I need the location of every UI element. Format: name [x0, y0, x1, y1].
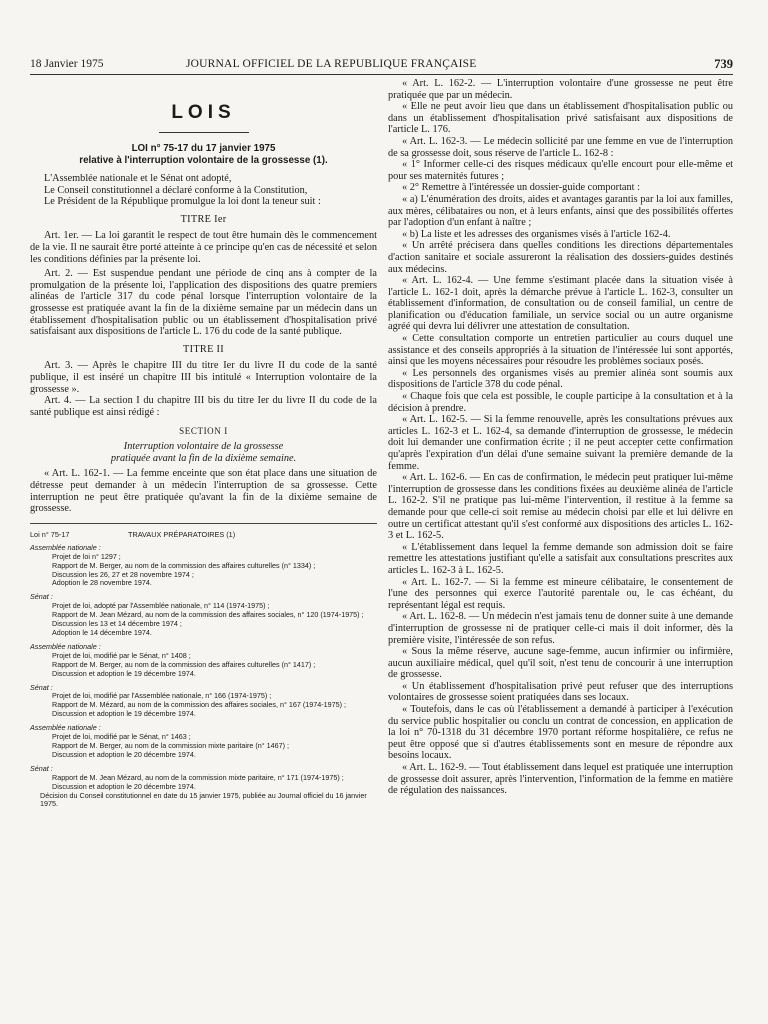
- article-paragraph: « Sous la même réserve, aucune sage-femme, aucun infirmier ou infirmière, aucun auxiliaire médical, quel qu'il soit, n'est tenu de concourir à une interruption de grossesse.: [388, 646, 733, 681]
- article-paragraph: « Cette consultation comporte un entretien particulier au cours duquel une assistance et des conseils appropriés à la situation de l'intéressée lui sont apportés, ainsi que les moyens nécessaires pour résoudre les problèmes sociaux posés.: [388, 333, 733, 368]
- travaux-item: Projet de loi, adopté par l'Assemblée nationale, n° 114 (1974-1975) ;: [52, 601, 270, 611]
- travaux-item: Rapport de M. Berger, au nom de la commission des affaires culturelles (n° 1334) ;: [52, 560, 316, 570]
- journal-title: JOURNAL OFFICIEL DE LA REPUBLIQUE FRANÇAISE: [186, 58, 477, 70]
- travaux-header: [30, 530, 377, 542]
- article-paragraph: « b) La liste et les adresses des organismes visés à l'article 162-4.: [402, 228, 671, 240]
- article-paragraph: « Art. L. 162-5. — Si la femme renouvelle, après les consultations prévues aux articles L. 162-3 et L. 162-4, sa demande d'interruption de grossesse, le médecin doit lui demander une confirmation écrite ; il ne peut accepter cette confirmation qu'après l'expiration d'un délai d'une semaine suivant la première demande de la femme.: [388, 414, 733, 472]
- travaux-item: Adoption le 28 novembre 1974.: [52, 578, 152, 588]
- chamber-label: Sénat :: [30, 763, 53, 773]
- article-paragraph: « Art. L. 162-1. — La femme enceinte que son état place dans une situation de détresse peut demander à un médecin l'interruption de sa grossesse. Cette interruption ne peut être pratiquée qu'avant la fin de la dixième semaine de grossesse.: [30, 468, 377, 515]
- article-paragraph: « 2° Remettre à l'intéressée un dossier-guide comportant :: [402, 182, 640, 194]
- travaux-item: Rapport de M. Berger, au nom de la commission des affaires culturelles (n° 1417) ;: [52, 659, 316, 669]
- chamber-label: Sénat :: [30, 592, 53, 602]
- law-subtitle: relative à l'interruption volontaire de la grossesse (1).: [79, 154, 328, 166]
- travaux-list: [30, 544, 377, 809]
- section-title-line: pratiquée avant la fin de la dixième semaine.: [110, 452, 297, 464]
- travaux-item: Rapport de M. Jean Mézard, au nom de la commission mixte paritaire, n° 171 (1974-1975) ;: [52, 772, 344, 782]
- article-paragraph: « Art. L. 162-3. — Le médecin sollicité par une femme en vue de l'interruption de sa grossesse doit, sous réserve de l'article L. 162-8 :: [388, 135, 733, 159]
- travaux-item: Discussion les 13 et 14 décembre 1974 ;: [52, 619, 182, 629]
- article-paragraph: « 1° Informer celle-ci des risques médicaux qu'elle encourt pour elle-même et pour ses maternités futures ;: [388, 159, 733, 182]
- chamber-label: Assemblée nationale :: [30, 542, 101, 552]
- chamber-label: Assemblée nationale :: [30, 641, 101, 651]
- header-rule: [30, 74, 733, 75]
- page-number: 739: [714, 57, 733, 71]
- article-paragraph: « Toutefois, dans le cas où l'établissement a demandé à participer à l'exécution du service public hospitalier ou conclu un contrat de concession, en application de la loi n° 70-1318 du 31 décembre 1970 portant réforme hospitalière, ce refus ne peut être opposé que si d'autres établissements sont en mesure de répondre aux besoins locaux.: [388, 704, 733, 762]
- travaux-item: Projet de loi, modifié par le Sénat, n° 1408 ;: [52, 650, 191, 660]
- header-date: 18 Janvier 1975: [30, 58, 104, 70]
- chamber-label: Assemblée nationale :: [30, 723, 101, 733]
- travaux-item: Adoption le 14 décembre 1974.: [52, 628, 152, 637]
- travaux-item: Projet de loi, modifié par le Sénat, n° 1463 ;: [52, 732, 191, 742]
- article-paragraph: « L'établissement dans lequel la femme demande son admission doit se faire remettre les attestations justifiant qu'elle a satisfait aux consultations prescrites aux articles L. 162-3 à L. 162-5.: [388, 541, 733, 576]
- article-paragraph: « Art. L. 162-4. — Une femme s'estimant placée dans la situation visée à l'article L. 162-1 doit, après la démarche prévue à l'article L. 162-3, consulter un établissement d'information, de consultation ou de conseil familial, un centre de planification ou d'éducation familiale, un service social ou un autre organisme agréé qui devra lui délivrer une attestation de consultation.: [388, 275, 733, 333]
- article-paragraph: « Les personnels des organismes visés au premier alinéa sont soumis aux dispositions de l'article 378 du code pénal.: [388, 367, 733, 391]
- travaux-item: Rapport de M. Mézard, au nom de la commission des affaires sociales, n° 167 (1974-1975) ;: [52, 700, 346, 710]
- travaux-item: Rapport de M. Jean Mézard, au nom de la commission des affaires sociales, n° 120 (1974-1975) ;: [52, 610, 364, 620]
- section-title-line: Interruption volontaire de la grossesse: [123, 441, 284, 453]
- article-paragraph: Art. 1er. — La loi garantit le respect de tout être humain dès le commencement de la vie. Il ne saurait être porté atteinte à ce principe qu'en cas de nécessité et selon les conditions définies par la présente loi.: [30, 230, 377, 265]
- travaux-item: Rapport de M. Berger, au nom de la commission mixte paritaire (n° 1467) ;: [52, 740, 289, 750]
- article-paragraph: Art. 4. — La section I du chapitre III bis du titre Ier du livre II du code de la santé publique est ainsi rédigé :: [30, 395, 377, 418]
- travaux-item: Discussion et adoption le 19 décembre 1974.: [52, 668, 196, 678]
- travaux-item: Projet de loi, modifié par l'Assemblée nationale, n° 166 (1974-1975) ;: [52, 691, 272, 701]
- footnote-rule: [30, 523, 377, 524]
- titre-heading: TITRE Ier: [180, 213, 227, 225]
- preamble-line: L'Assemblée nationale et le Sénat ont adopté,: [44, 173, 232, 184]
- article-paragraph: « Art. L. 162-6. — En cas de confirmation, le médecin peut pratiquer lui-même l'interruption de grossesse dans les conditions fixées au deuxième alinéa de l'article L. 162-2. S'il ne pratique pas lui-même l'intervention, il restitue à la femme sa demande pour que celle-ci soit remise au médecin choisi par elle et lui délivre en outre un certificat attestant qu'il s'est conformé aux dispositions des articles L. 162-3 et L. 162-5.: [388, 472, 733, 542]
- titre-heading: TITRE II: [183, 343, 224, 355]
- chamber-label: Sénat :: [30, 682, 53, 692]
- travaux-decision: Décision du Conseil constitutionnel en date du 15 janvier 1975, publiée au Journal officiel du 16 janvier 1975.: [40, 790, 367, 809]
- law-title: LOI n° 75-17 du 17 janvier 1975: [131, 143, 276, 154]
- article-paragraph: « Art. L. 162-7. — Si la femme est mineure célibataire, le consentement de l'une des personnes qui exerce l'autorité parentale ou, le cas échéant, du représentant légal est requis.: [388, 576, 733, 611]
- preamble-line: Le Conseil constitutionnel a déclaré conforme à la Constitution,: [44, 184, 308, 196]
- article-paragraph: « Elle ne peut avoir lieu que dans un établissement d'hospitalisation public ou dans un établissement d'hospitalisation privé satisfaisant aux dispositions de l'article L. 176.: [388, 101, 733, 136]
- travaux-item: Discussion et adoption le 20 décembre 1974.: [52, 749, 196, 759]
- article-paragraph: « Un établissement d'hospitalisation privé peut refuser que des interruptions volontaires de grossesse soient pratiquées dans ses locaux.: [388, 680, 733, 704]
- article-paragraph: « Un arrêté précisera dans quelles conditions les directions départementales d'action sanitaire et sociale assureront la réalisation des dossiers-guides destinés aux médecins.: [388, 240, 733, 275]
- article-paragraph: « Art. L. 162-9. — Tout établissement dans lequel est pratiquée une interruption de grossesse doit assurer, après l'intervention, l'information de la femme en matière de régulation des naissances.: [388, 762, 733, 797]
- travaux-law-ref: Loi n° 75-17: [30, 529, 70, 539]
- section-title: [30, 441, 377, 464]
- article-paragraph: « Chaque fois que cela est possible, le couple participe à la consultation et à la décision à prendre.: [388, 391, 733, 414]
- travaux-item: Discussion et adoption le 19 décembre 1974.: [52, 709, 196, 719]
- page-header: [30, 56, 733, 76]
- article-paragraph: Art. 2. — Est suspendue pendant une période de cinq ans à compter de la promulgation de la présente loi, l'application des dispositions des quatre premiers alinéas de l'article 317 du code pénal lorsque l'interruption volontaire de la grossesse est pratiquée avant la fin de la dixième semaine par un médecin dans un établissement d'hospitalisation public ou un établissement d'hospitalisation privé satisfaisant aux dispositions de l'article L. 176 du code de la santé publique.: [30, 268, 377, 338]
- article-paragraph: « a) L'énumération des droits, aides et avantages garantis par la loi aux familles, aux mères, célibataires ou non, et à leurs enfants, ainsi que des possibilités offertes par l'adoption d'un enfant à naître ;: [388, 193, 733, 229]
- article-paragraph: « Art. L. 162-2. — L'interruption volontaire d'une grossesse ne peut être pratiquée que par un médecin.: [388, 78, 733, 101]
- travaux-heading: TRAVAUX PRÉPARATOIRES (1): [128, 529, 236, 539]
- heading-rule: [159, 132, 249, 133]
- right-column: [388, 78, 733, 797]
- travaux-item: Discussion les 26, 27 et 28 novembre 1974 ;: [52, 569, 194, 579]
- travaux-item: Discussion et adoption le 20 décembre 1974.: [52, 781, 196, 791]
- preamble-line: Le Président de la République promulgue la loi dont la teneur suit :: [44, 196, 321, 208]
- travaux-item: Projet de loi n° 1297 ;: [52, 551, 121, 561]
- left-column: [30, 78, 377, 809]
- article-paragraph: « Art. L. 162-8. — Un médecin n'est jamais tenu de donner suite à une demande d'interruption de grossesse ni de pratiquer celle-ci mais il doit informer, dès la première visite, l'intéressée de son refus.: [388, 611, 733, 646]
- section-heading: LOIS: [171, 102, 236, 123]
- section-heading-small: SECTION I: [179, 426, 228, 437]
- article-paragraph: Art. 3. — Après le chapitre III du titre Ier du livre II du code de la santé publique, il est inséré un chapitre III bis intitulé « Interruption volontaire de la grossesse ».: [30, 360, 377, 395]
